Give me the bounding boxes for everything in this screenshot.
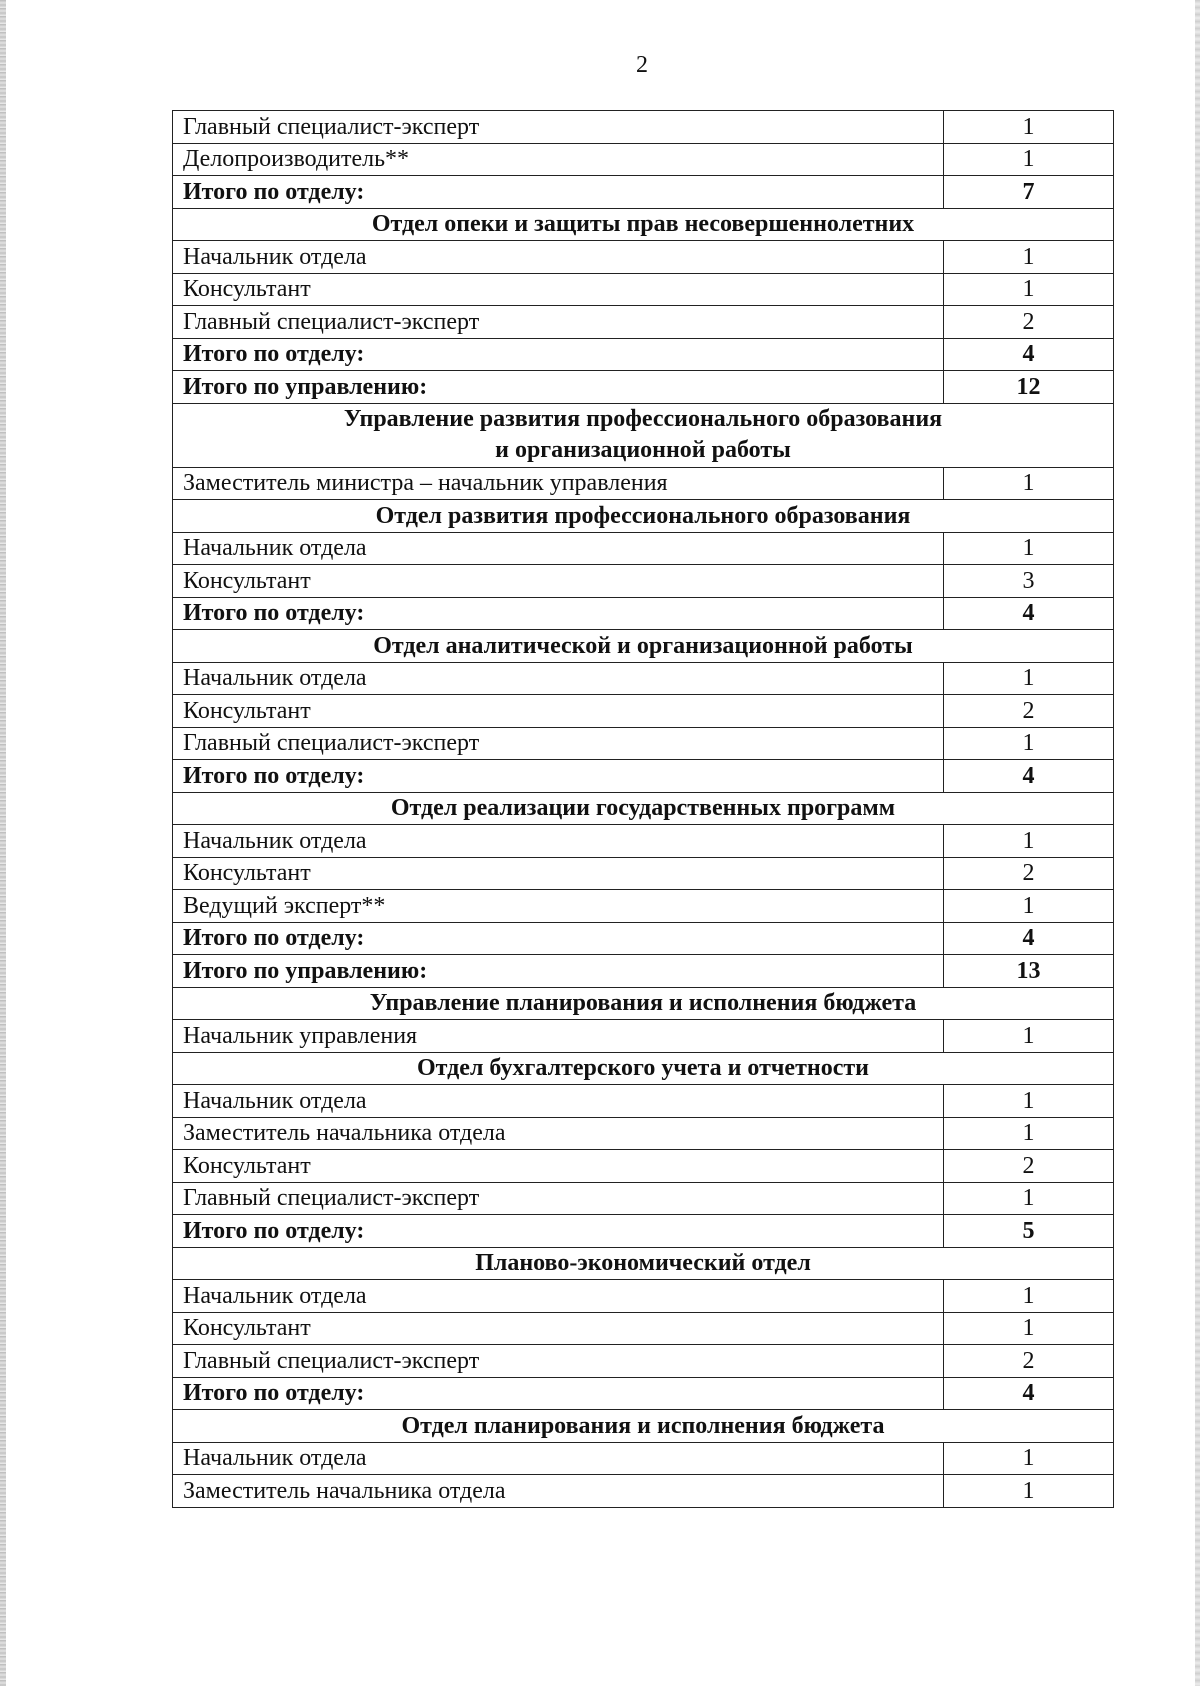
position-name: Начальник отдела [173, 662, 944, 695]
position-row [173, 1085, 1114, 1118]
total-label: Итого по отделу: [173, 597, 944, 630]
section-title: Отдел реализации государственных программ [173, 792, 1114, 825]
position-name: Главный специалист-эксперт [173, 111, 944, 144]
section-title: Управление планирования и исполнения бюджета [173, 987, 1114, 1020]
position-count: 1 [944, 1280, 1114, 1313]
total-row [173, 955, 1114, 988]
position-name: Консультант [173, 273, 944, 306]
total-count: 4 [944, 1377, 1114, 1410]
total-label: Итого по отделу: [173, 922, 944, 955]
position-name: Делопроизводитель** [173, 143, 944, 176]
section-header-row [173, 500, 1114, 533]
position-name: Заместитель начальника отдела [173, 1475, 944, 1508]
position-name: Начальник отдела [173, 1280, 944, 1313]
position-count: 1 [944, 111, 1114, 144]
total-row [173, 597, 1114, 630]
position-name: Начальник отдела [173, 241, 944, 274]
position-row [173, 1280, 1114, 1313]
position-count: 1 [944, 890, 1114, 923]
page-number: 2 [636, 52, 648, 78]
position-row [173, 727, 1114, 760]
position-row [173, 1442, 1114, 1475]
position-count: 2 [944, 857, 1114, 890]
position-count: 1 [944, 467, 1114, 500]
position-row [173, 1150, 1114, 1183]
position-name: Консультант [173, 857, 944, 890]
section-title: Планово-экономический отдел [173, 1247, 1114, 1280]
position-name: Главный специалист-эксперт [173, 1182, 944, 1215]
position-count: 1 [944, 143, 1114, 176]
section-title-line: и организационной работы [495, 437, 791, 463]
total-row [173, 1377, 1114, 1410]
total-row [173, 338, 1114, 371]
total-count: 4 [944, 760, 1114, 793]
section-title [173, 403, 1114, 467]
position-count: 2 [944, 306, 1114, 339]
section-header-row [173, 1247, 1114, 1280]
section-title: Отдел развития профессионального образования [173, 500, 1114, 533]
total-row [173, 176, 1114, 209]
position-row [173, 1117, 1114, 1150]
position-count: 1 [944, 825, 1114, 858]
position-name: Главный специалист-эксперт [173, 1345, 944, 1378]
position-row [173, 1020, 1114, 1053]
position-count: 2 [944, 695, 1114, 728]
position-row [173, 306, 1114, 339]
position-count: 1 [944, 1020, 1114, 1053]
total-count: 13 [944, 955, 1114, 988]
total-row [173, 1215, 1114, 1248]
section-header-row [173, 1410, 1114, 1443]
staff-table-body [173, 111, 1114, 1508]
position-row [173, 143, 1114, 176]
position-row [173, 857, 1114, 890]
section-header-row [173, 630, 1114, 663]
scan-edge-left [0, 0, 6, 1686]
position-row [173, 111, 1114, 144]
position-count: 1 [944, 1475, 1114, 1508]
position-name: Начальник управления [173, 1020, 944, 1053]
position-name: Консультант [173, 1312, 944, 1345]
total-label: Итого по отделу: [173, 338, 944, 371]
staff-table [172, 110, 1114, 1508]
total-row [173, 922, 1114, 955]
total-count: 12 [944, 371, 1114, 404]
position-row [173, 890, 1114, 923]
position-row [173, 1345, 1114, 1378]
section-header-row [173, 208, 1114, 241]
position-count: 1 [944, 1117, 1114, 1150]
position-count: 1 [944, 1182, 1114, 1215]
total-row [173, 371, 1114, 404]
total-count: 7 [944, 176, 1114, 209]
total-label: Итого по управлению: [173, 371, 944, 404]
position-row [173, 662, 1114, 695]
position-name: Ведущий эксперт** [173, 890, 944, 923]
position-name: Заместитель министра – начальник управления [173, 467, 944, 500]
position-row [173, 1182, 1114, 1215]
total-label: Итого по отделу: [173, 1215, 944, 1248]
position-count: 1 [944, 532, 1114, 565]
section-header-row [173, 403, 1114, 467]
position-name: Начальник отдела [173, 1442, 944, 1475]
position-name: Консультант [173, 695, 944, 728]
position-count: 1 [944, 1442, 1114, 1475]
total-label: Итого по отделу: [173, 1377, 944, 1410]
position-count: 1 [944, 1312, 1114, 1345]
position-count: 3 [944, 565, 1114, 598]
position-count: 1 [944, 241, 1114, 274]
position-name: Заместитель начальника отдела [173, 1117, 944, 1150]
position-count: 2 [944, 1150, 1114, 1183]
section-title: Отдел аналитической и организационной работы [173, 630, 1114, 663]
position-name: Начальник отдела [173, 825, 944, 858]
section-header-row [173, 987, 1114, 1020]
position-row [173, 467, 1114, 500]
position-name: Главный специалист-эксперт [173, 727, 944, 760]
section-title: Отдел опеки и защиты прав несовершеннолетних [173, 208, 1114, 241]
position-row [173, 532, 1114, 565]
position-row [173, 1312, 1114, 1345]
section-title: Отдел планирования и исполнения бюджета [173, 1410, 1114, 1443]
position-name: Главный специалист-эксперт [173, 306, 944, 339]
position-name: Начальник отдела [173, 1085, 944, 1118]
position-count: 1 [944, 273, 1114, 306]
section-title: Отдел бухгалтерского учета и отчетности [173, 1052, 1114, 1085]
total-count: 5 [944, 1215, 1114, 1248]
section-title-line: Управление развития профессионального образования [343, 406, 943, 432]
position-count: 1 [944, 1085, 1114, 1118]
position-row [173, 241, 1114, 274]
position-row [173, 695, 1114, 728]
total-label: Итого по отделу: [173, 176, 944, 209]
position-name: Начальник отдела [173, 532, 944, 565]
position-name: Консультант [173, 565, 944, 598]
position-count: 1 [944, 662, 1114, 695]
position-row [173, 825, 1114, 858]
position-count: 1 [944, 727, 1114, 760]
scan-edge-right [1195, 0, 1200, 1686]
position-count: 2 [944, 1345, 1114, 1378]
position-row [173, 565, 1114, 598]
total-count: 4 [944, 597, 1114, 630]
total-count: 4 [944, 338, 1114, 371]
total-label: Итого по отделу: [173, 760, 944, 793]
section-header-row [173, 1052, 1114, 1085]
position-row [173, 273, 1114, 306]
total-count: 4 [944, 922, 1114, 955]
section-header-row [173, 792, 1114, 825]
total-row [173, 760, 1114, 793]
position-name: Консультант [173, 1150, 944, 1183]
total-label: Итого по управлению: [173, 955, 944, 988]
position-row [173, 1475, 1114, 1508]
